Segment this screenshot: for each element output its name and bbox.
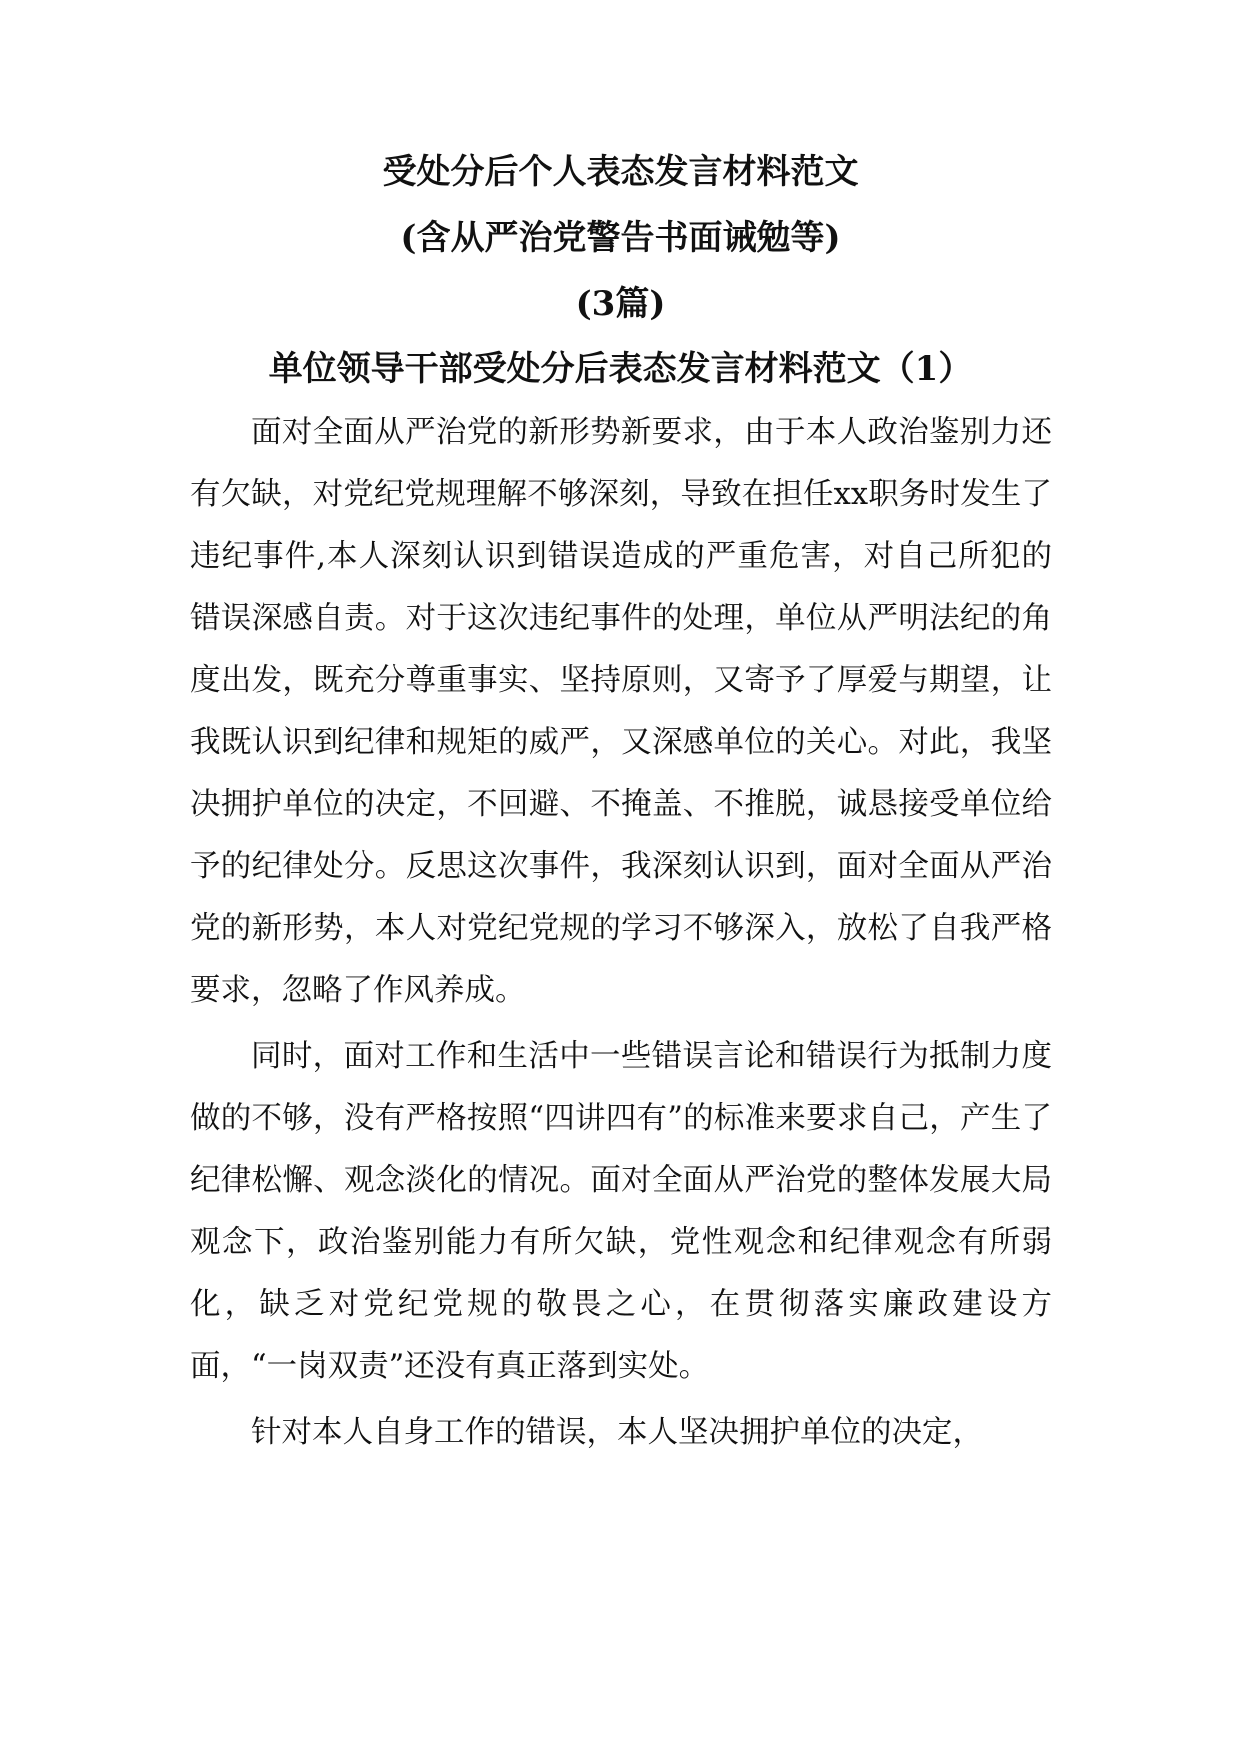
paragraph-3: 针对本人自身工作的错误，本人坚决拥护单位的决定， (251, 1415, 983, 1450)
document-subtitle: (含从严治党警告书面诫勉等) (400, 218, 841, 258)
paragraph-2: 同时，面对工作和生活中一些错误言论和错误行为抵制力度做的不够，没有严格按照“四讲四有”的标准来要求自己，产生了纪律松懈、观念淡化的情况。面对全面从严治党的整体发展大局观念下，政治鉴别能力有所欠缺，党性观念和纪律观念有所弱化，缺乏对党纪党规的敬畏之心，在贯彻落实廉政建设方面，“一岗双责”还没有真正落到实处。 (190, 1039, 1052, 1384)
document-body (190, 402, 1052, 1468)
document-count: (3篇) (575, 284, 666, 324)
section-title: 单位领导干部受处分后表态发言材料范文（1） (268, 349, 973, 389)
document-title: 受处分后个人表态发言材料范文 (382, 152, 859, 192)
paragraph-1: 面对全面从严治党的新形势新要求，由于本人政治鉴别力还有欠缺，对党纪党规理解不够深刻，导致在担任xx职务时发生了违纪事件,本人深刻认识到错误造成的严重危害，对自己所犯的错误深感自责。对于这次违纪事件的处理，单位从严明法纪的角度出发，既充分尊重事实、坚持原则，又寄予了厚爱与期望，让我既认识到纪律和规矩的威严，又深感单位的关心。对此，我坚决拥护单位的决定，不回避、不掩盖、不推脱，诚恳接受单位给予的纪律处分。反思这次事件，我深刻认识到，面对全面从严治党的新形势，本人对党纪党规的学习不够深入，放松了自我严格要求，忽略了作风养成。 (190, 415, 1052, 1008)
